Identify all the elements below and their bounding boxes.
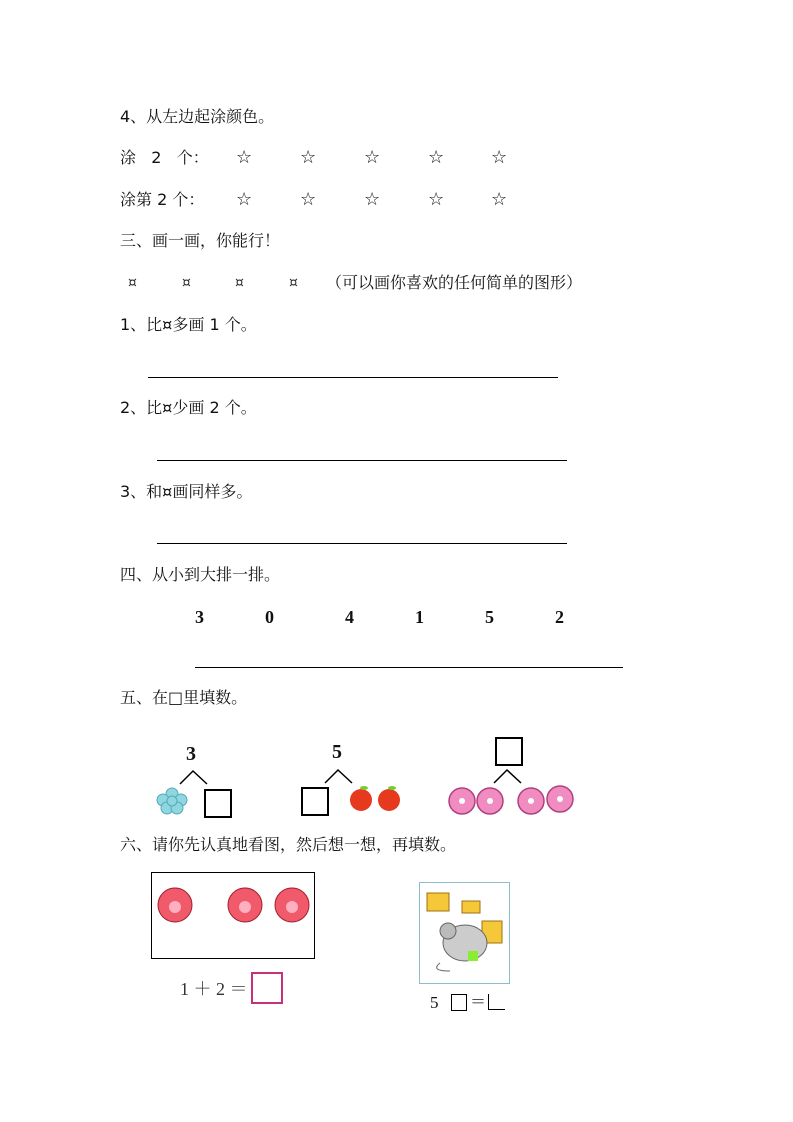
- star-row2-4[interactable]: ☆: [428, 189, 445, 210]
- number-3: 1: [415, 607, 424, 627]
- star-row1-1[interactable]: ☆: [236, 147, 253, 168]
- number-1: 0: [265, 607, 274, 627]
- split-branch-icon: [180, 768, 220, 788]
- number-2: 4: [345, 607, 354, 627]
- shape-symbol-3: ¤: [235, 275, 244, 291]
- blue-flower-icon: [157, 788, 187, 814]
- s6-eq2-number: 5: [430, 993, 439, 1012]
- mouse-cheese-icon: [420, 883, 509, 983]
- shape-symbol-4: ¤: [289, 275, 298, 291]
- split-branch-icon: [494, 767, 534, 787]
- number-4: 5: [485, 607, 494, 627]
- s3-title: 三、画一画，你能行！: [120, 231, 281, 250]
- star-row2-5[interactable]: ☆: [491, 189, 508, 210]
- s4-title: 四、从小到大排一排。: [120, 565, 281, 584]
- star-row1-2[interactable]: ☆: [300, 147, 317, 168]
- s6-title: 六、请你先认真地看图，然后想一想，再填数。: [120, 835, 457, 854]
- answer-line-4[interactable]: [195, 667, 623, 668]
- s3-hint: （可以画你喜欢的任何简单的图形）: [326, 273, 583, 292]
- answer-line-2[interactable]: [157, 460, 567, 461]
- answer-box-4[interactable]: [251, 972, 283, 1004]
- q4-title: 4、从左边起涂颜色。: [120, 107, 275, 126]
- star-row1-3[interactable]: ☆: [364, 147, 381, 168]
- q4-row1-label: 涂 2 个：: [120, 148, 209, 167]
- answer-line-3[interactable]: [157, 543, 567, 544]
- star-row2-1[interactable]: ☆: [236, 189, 253, 210]
- shape-symbol-1: ¤: [128, 275, 137, 291]
- s6-eq2-equals: ＝: [470, 992, 487, 1011]
- apples-icon: [348, 784, 408, 814]
- s5-top-1: 3: [186, 743, 196, 765]
- answer-box-2[interactable]: [301, 787, 329, 816]
- mouse-picture-frame: [419, 882, 510, 984]
- flowers-picture-frame: [151, 872, 315, 959]
- answer-box-1[interactable]: [204, 789, 232, 818]
- shape-symbol-2: ¤: [182, 275, 191, 291]
- star-row1-4[interactable]: ☆: [428, 147, 445, 168]
- pink-flowers-icon: [448, 785, 578, 817]
- s5-top-2: 5: [332, 741, 342, 763]
- s3-item-2: 2、比¤少画 2 个。: [120, 398, 257, 417]
- q4-row2-label: 涂第 2 个：: [120, 190, 205, 209]
- number-5: 2: [555, 607, 564, 627]
- answer-box-3[interactable]: [495, 737, 523, 766]
- operator-box[interactable]: [451, 994, 467, 1011]
- number-0: 3: [195, 607, 204, 627]
- answer-line-1[interactable]: [148, 377, 558, 378]
- s5-title: 五、在□里填数。: [120, 688, 248, 707]
- s6-equation-1: 1 ＋ 2 ＝: [180, 979, 248, 999]
- s3-item-1: 1、比¤多画 1 个。: [120, 315, 257, 334]
- s3-item-3: 3、和¤画同样多。: [120, 482, 253, 501]
- red-flowers-icon: [155, 883, 315, 933]
- star-row2-3[interactable]: ☆: [364, 189, 381, 210]
- star-row1-5[interactable]: ☆: [491, 147, 508, 168]
- answer-box-5[interactable]: [488, 994, 505, 1010]
- star-row2-2[interactable]: ☆: [300, 189, 317, 210]
